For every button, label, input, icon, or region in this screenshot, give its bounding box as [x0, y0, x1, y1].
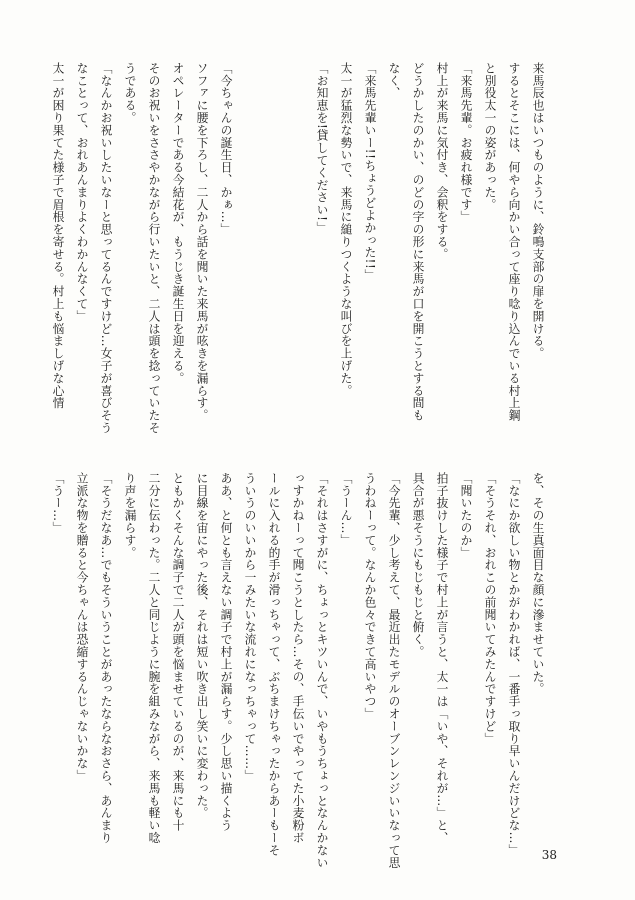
text-line: 二分に伝わった。二人と同じように腕を組みながら、来馬も軽い唸 [147, 472, 161, 844]
text-line: 「なにか欲しい物とかがわかれば、一番手っ取り早いんだけどな…」 [507, 472, 521, 857]
text-line: ともかくそんな調子で二人が頭を悩ませているのが、来馬にも十 [171, 472, 185, 832]
text-line: 「来馬先輩いー!!ちょうどよかった!!」 [363, 62, 377, 282]
text-line: うである。 [123, 62, 137, 124]
text-line: 太一が困り果てた様子で眉根を寄せる。村上も悩ましげな心情 [51, 62, 65, 410]
text-line: なく、 [387, 62, 401, 100]
text-line: を、その生真面目な顔に滲ませていた。 [531, 472, 545, 696]
text-line: 太一が猛烈な勢いで、来馬に縋りつくような叫びを上げた。 [339, 62, 353, 397]
upper-text-block [51, 62, 550, 437]
text-line: ういうのいいから一みたいな流れになっちゃって……」 [243, 472, 257, 782]
text-line: 拍子抜けした様子で村上が言うと、太一は「いや、それが…」と、 [435, 472, 449, 844]
text-line: そのお祝いをささやかながら行いたいと、二人は頭を捻っていたそ [147, 62, 161, 434]
text-line: どうかしたのかい、のどの字の形に来馬が口を開こうとする間も [411, 62, 425, 422]
text-line: 「今先輩、少し考えて、最近出たモデルのオーブンレンジいいなって思 [387, 472, 401, 869]
text-line: 来馬辰也はいつものように、鈴鳴支部の扉を開ける。 [531, 62, 545, 360]
text-line: っすかねーって聞こうとしたら…その、手伝いでやってた小麦粉ボ [291, 472, 305, 844]
text-line: 具合が悪そうにもじもじと俯く。 [411, 472, 425, 658]
text-line [238, 62, 262, 437]
text-line: と別役太一の姿があった。 [483, 62, 497, 211]
text-line: 「それはさすがに、ちょっとキツいんで、いやもうちょっとなんかない [315, 472, 329, 869]
text-line: 「うーん…」 [339, 472, 353, 547]
text-line: 「そうだなあ…でもそういうことがあったならなおさら、あんまり [99, 472, 113, 844]
text-line [286, 62, 310, 437]
text-line: なことって、おれあんまりよくわかんなくて」 [75, 62, 89, 323]
text-line: 「今ちゃんの誕生日、かぁ…」 [219, 62, 233, 236]
text-line: うわねーって。なんか色々できて高いやつ」 [363, 472, 377, 720]
page-number: 38 [541, 848, 557, 862]
text-line: オペレーターである今結花が、もうじき誕生日を迎える。 [171, 62, 185, 385]
text-line: ああ、と何とも言えない調子で村上が漏らす。少し思い描くよう [219, 472, 233, 832]
text-line: 「来馬先輩。お疲れ様です」 [459, 62, 473, 224]
text-line: 村上が来馬に気付き、会釈をする。 [435, 62, 449, 261]
text-line: ールに入れる的手が滑っちゃって、ぶちまけちゃったからあーもーそ [267, 472, 281, 857]
text-line: 「なんかお祝いしたいなーと思ってるんですけど…女子が喜びそう [99, 62, 113, 434]
text-line [262, 62, 286, 437]
text-line: 立派な物を贈ると今ちゃんは恐縮するんじゃないかな」 [75, 472, 89, 782]
text-line: り声を漏らす。 [123, 472, 137, 559]
text-line: 「お知恵を!貸してください!」 [315, 62, 329, 234]
text-line: ソファに腰を下ろし、二人から話を聞いた来馬が呟きを漏らす。 [195, 62, 209, 422]
text-line: に目線を宙にやった後、それは短い吹き出し笑いに変わった。 [195, 472, 209, 820]
text-line: 「そうそれ、おれこの前聞いてみたんですけど」 [483, 472, 497, 745]
text-line: 「うー…」 [51, 472, 65, 534]
text-line: 「聞いたのか」 [459, 472, 473, 559]
text-line: するとそこには、何やら向かい合って座り唸り込んでいる村上鋼 [507, 62, 521, 422]
